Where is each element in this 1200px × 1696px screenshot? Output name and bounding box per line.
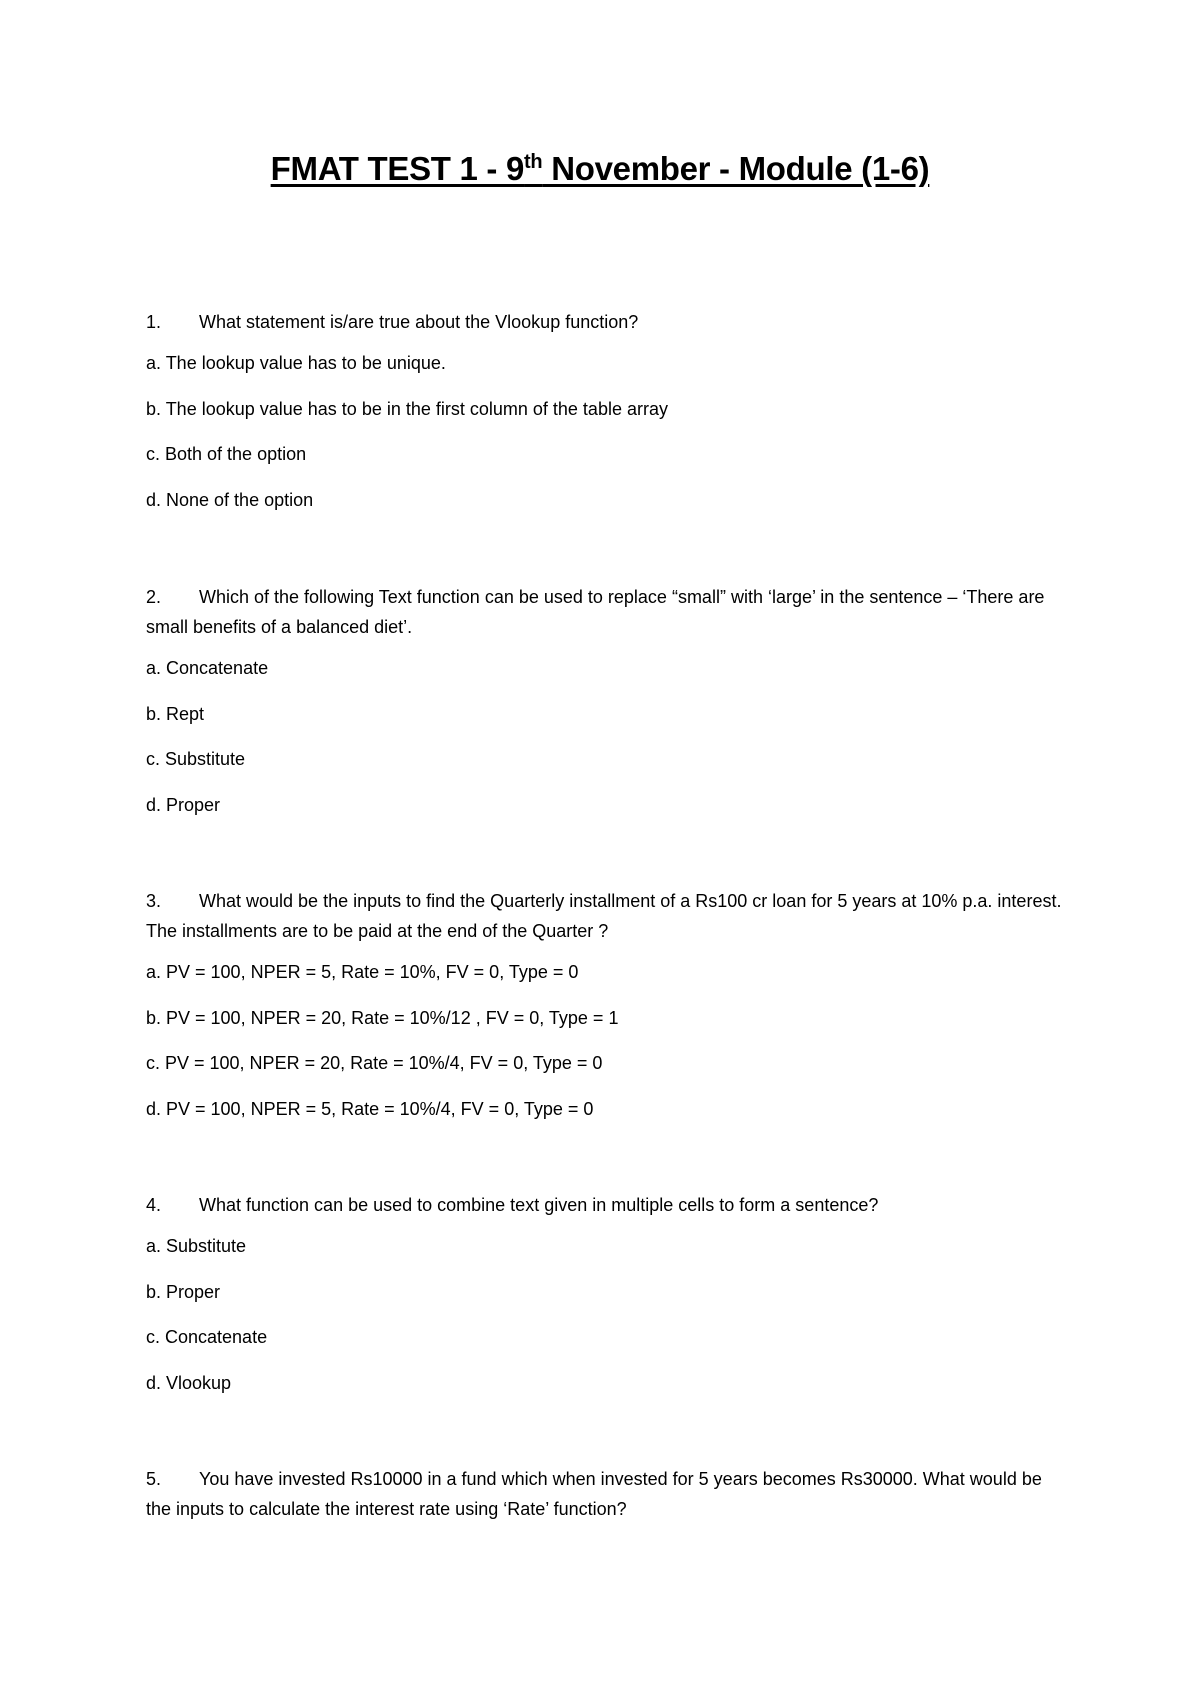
question-4-option-a: a. Substitute <box>146 1236 247 1256</box>
question-1-number: 1. <box>146 312 162 332</box>
question-2-number: 2. <box>146 587 162 607</box>
question-5-text: You have invested Rs10000 in a fund which when invested for 5 years becomes Rs30000. What would be the inputs to calculate the interest rate using ‘Rate’ function? <box>146 1469 1042 1519</box>
question-3-text: What would be the inputs to find the Quarterly installment of a Rs100 cr loan for 5 years at 10% p.a. interest. The installments are to be paid at the end of the Quarter ? <box>146 891 1062 941</box>
title-prefix: FMAT TEST 1 - 9 <box>270 150 525 187</box>
question-3-header <box>146 886 1066 946</box>
question-2-header <box>146 582 1066 642</box>
question-4-option-d: d. Vlookup <box>146 1372 232 1393</box>
question-2-option-d: d. Proper <box>146 794 221 815</box>
question-4 <box>146 1190 1066 1406</box>
question-5-header <box>146 1464 1066 1524</box>
question-1-option-b: b. The lookup value has to be in the first column of the table array <box>146 398 668 419</box>
question-3-option-c: c. PV = 100, NPER = 20, Rate = 10%/4, FV = 0, Type = 0 <box>146 1053 603 1073</box>
question-2-option-c: c. Substitute <box>146 749 246 769</box>
question-5-number: 5. <box>146 1469 162 1489</box>
question-5 <box>146 1464 1066 1528</box>
question-4-number: 4. <box>146 1195 162 1215</box>
question-4-header <box>146 1190 1066 1220</box>
question-1 <box>146 307 1066 523</box>
page-title <box>0 150 1200 188</box>
question-3-option-a: a. PV = 100, NPER = 5, Rate = 10%, FV = 0, Type = 0 <box>146 962 579 982</box>
question-4-text: What function can be used to combine text given in multiple cells to form a sentence? <box>199 1195 879 1215</box>
question-2-text: Which of the following Text function can be used to replace “small” with ‘large’ in the sentence – ‘There are small benefits of a balanced diet’. <box>146 587 1045 637</box>
question-2-option-b: b. Rept <box>146 703 205 724</box>
question-3-number: 3. <box>146 891 162 911</box>
question-2-option-a: a. Concatenate <box>146 658 269 678</box>
question-1-option-c: c. Both of the option <box>146 444 307 464</box>
question-2 <box>146 582 1066 828</box>
title-superscript: th <box>524 151 543 173</box>
question-1-option-d: d. None of the option <box>146 489 314 510</box>
question-1-text: What statement is/are true about the Vlookup function? <box>199 312 639 332</box>
question-4-option-b: b. Proper <box>146 1281 221 1302</box>
question-1-option-a: a. The lookup value has to be unique. <box>146 353 446 373</box>
question-3 <box>146 886 1066 1132</box>
question-1-header <box>146 307 1066 337</box>
question-3-option-d: d. PV = 100, NPER = 5, Rate = 10%/4, FV = 0, Type = 0 <box>146 1098 594 1119</box>
question-4-option-c: c. Concatenate <box>146 1327 268 1347</box>
question-3-option-b: b. PV = 100, NPER = 20, Rate = 10%/12 , FV = 0, Type = 1 <box>146 1007 619 1028</box>
title-suffix: November - Module (1-6) <box>542 150 930 187</box>
